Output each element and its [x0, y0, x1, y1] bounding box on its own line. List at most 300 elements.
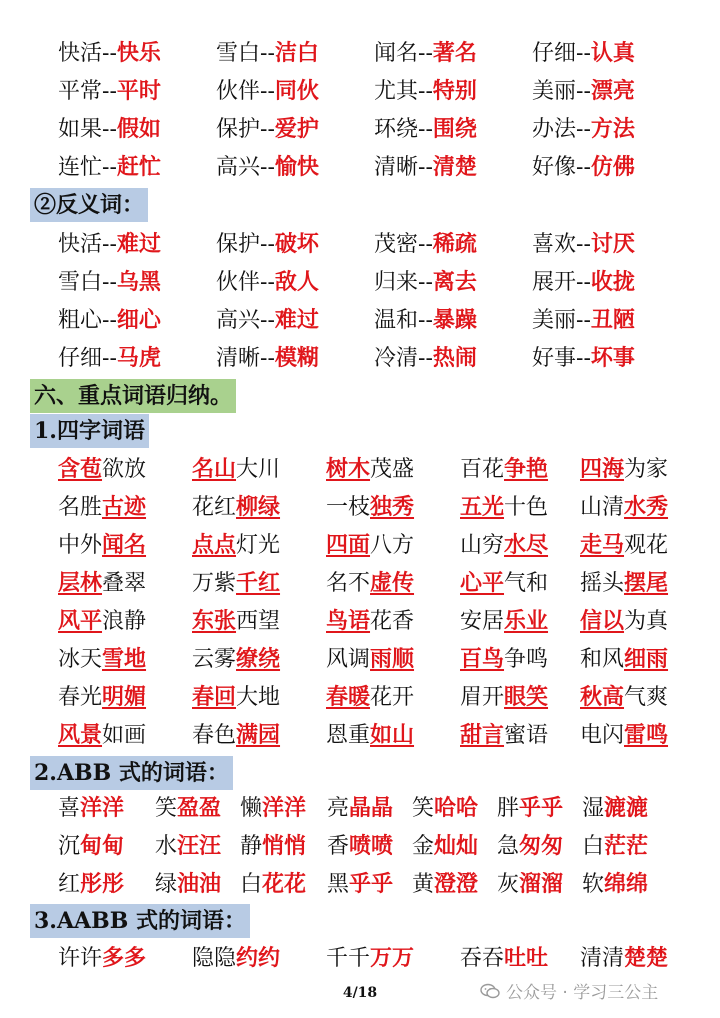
synonym-row	[0, 35, 720, 71]
word: 雪白	[58, 270, 103, 295]
abb-word	[155, 828, 221, 864]
answer-part: 汪汪	[177, 833, 222, 859]
given-part: 名胜	[58, 495, 103, 520]
word: 快活	[58, 232, 103, 257]
idiom	[192, 679, 280, 715]
abb-row	[0, 828, 720, 864]
wechat-icon	[480, 983, 500, 999]
answer-part: 百鸟	[460, 646, 505, 672]
answer-part: 风平	[58, 608, 103, 634]
given-part: 摇头	[580, 571, 625, 596]
word: 伙伴	[216, 270, 261, 295]
answer-part: 五光	[460, 494, 505, 520]
given-part: 大地	[236, 685, 281, 710]
answer-word: 乌黑	[116, 269, 161, 295]
answer-word: 方法	[590, 116, 635, 142]
given-part: 蜜语	[504, 723, 549, 748]
given-part: 百花	[460, 457, 505, 482]
abb-header: 2.ABB 式的词语：	[30, 756, 233, 790]
given-part: 沉	[58, 834, 81, 859]
given-part: 白	[240, 872, 263, 897]
idiom	[326, 489, 414, 525]
aabb-word	[460, 940, 548, 976]
answer-word: 离去	[432, 269, 477, 295]
given-part: 叠翠	[102, 571, 147, 596]
given-part: 恩重	[326, 723, 371, 748]
word: 温和	[374, 308, 419, 333]
idiom	[192, 565, 280, 601]
given-part: 春色	[192, 723, 237, 748]
abb-word	[327, 790, 393, 826]
abb-row	[0, 866, 720, 902]
given-part: 如画	[102, 723, 147, 748]
idiom	[192, 717, 280, 753]
idiom-row	[0, 527, 720, 563]
answer-word: 丑陋	[590, 307, 635, 333]
answer-part: 细雨	[624, 646, 669, 672]
antonyms-header: ②反义词：	[30, 188, 148, 222]
idiom	[460, 603, 548, 639]
word: 好事	[532, 346, 577, 371]
word-pair: 好像--仿佛	[532, 154, 635, 180]
abb-word	[412, 866, 478, 902]
word: 归来	[374, 270, 419, 295]
word-pair: 温和--暴躁	[374, 307, 477, 333]
answer-word: 清楚	[432, 154, 477, 180]
word: 保护	[216, 232, 261, 257]
word: 粗心	[58, 308, 103, 333]
idiom	[460, 489, 548, 525]
idiom	[580, 451, 668, 487]
idiom	[192, 527, 280, 563]
given-part: 和风	[580, 647, 625, 672]
given-part: 许许	[58, 946, 103, 971]
answer-part: 千红	[236, 570, 281, 596]
answer-word: 仿佛	[590, 154, 635, 180]
answer-part: 四面	[326, 532, 371, 558]
idiom	[326, 565, 414, 601]
word: 闻名	[374, 41, 419, 66]
abb-word	[582, 866, 648, 902]
answer-word: 难过	[116, 231, 161, 257]
answer-part: 树木	[326, 456, 371, 482]
idiom-row	[0, 603, 720, 639]
answer-part: 如山	[370, 722, 415, 748]
given-part: 春光	[58, 685, 103, 710]
idiom	[580, 489, 668, 525]
given-part: 湿	[582, 796, 605, 821]
word: 高兴	[216, 155, 261, 180]
word: 美丽	[532, 308, 577, 333]
answer-part: 层林	[58, 570, 103, 596]
idiom	[580, 641, 668, 677]
abb-word	[412, 828, 478, 864]
idiom	[326, 679, 414, 715]
word: 清晰	[216, 346, 261, 371]
given-part: 冰天	[58, 647, 103, 672]
idiom	[460, 641, 548, 677]
answer-word: 赶忙	[116, 154, 161, 180]
word: 美丽	[532, 79, 577, 104]
answer-part: 约约	[236, 945, 281, 971]
answer-part: 楚楚	[624, 945, 669, 971]
answer-word: 洁白	[274, 40, 319, 66]
given-part: 中外	[58, 533, 103, 558]
answer-word: 细心	[116, 307, 161, 333]
word: 伙伴	[216, 79, 261, 104]
word-pair: 保护--破坏	[216, 231, 319, 257]
answer-word: 快乐	[116, 40, 161, 66]
given-part: 为家	[624, 457, 669, 482]
idiom	[580, 565, 668, 601]
answer-word: 平时	[116, 78, 161, 104]
answer-word: 收拢	[590, 269, 635, 295]
idiom	[58, 679, 146, 715]
aabb-row	[0, 940, 720, 976]
answer-word: 认真	[590, 40, 635, 66]
answer-part: 悄悄	[262, 833, 307, 859]
word: 雪白	[216, 41, 261, 66]
answer-part: 眼笑	[504, 684, 549, 710]
answer-part: 乎乎	[349, 871, 394, 897]
idiom	[580, 603, 668, 639]
word-pair: 平常--平时	[58, 78, 161, 104]
word-pair: 保护--爱护	[216, 116, 319, 142]
given-part: 亮	[327, 796, 350, 821]
given-part: 隐隐	[192, 946, 237, 971]
aabb-header: 3.AABB 式的词语：	[30, 904, 250, 938]
word: 喜欢	[532, 232, 577, 257]
answer-part: 风景	[58, 722, 103, 748]
given-part: 气爽	[624, 685, 669, 710]
answer-word: 特别	[432, 78, 477, 104]
given-part: 气和	[504, 571, 549, 596]
given-part: 西望	[236, 609, 281, 634]
answer-part: 争艳	[504, 456, 549, 482]
abb-word	[327, 866, 393, 902]
answer-part: 四海	[580, 456, 625, 482]
given-part: 花开	[370, 685, 415, 710]
word-pair: 清晰--模糊	[216, 345, 319, 371]
idiom	[326, 717, 414, 753]
answer-part: 洋洋	[262, 795, 307, 821]
word: 尤其	[374, 79, 419, 104]
word: 办法	[532, 117, 577, 142]
answer-part: 晶晶	[349, 795, 394, 821]
answer-part: 油油	[177, 871, 222, 897]
word-pair: 办法--方法	[532, 116, 635, 142]
word-pair: 好事--坏事	[532, 345, 635, 371]
abb-word	[582, 828, 648, 864]
word-pair: 高兴--愉快	[216, 154, 319, 180]
given-part: 金	[412, 834, 435, 859]
answer-word: 同伙	[274, 78, 319, 104]
answer-part: 独秀	[370, 494, 415, 520]
abb-word	[240, 866, 306, 902]
answer-part: 名山	[192, 456, 237, 482]
answer-part: 彤彤	[80, 871, 125, 897]
answer-part: 多多	[102, 945, 147, 971]
answer-part: 信以	[580, 608, 625, 634]
answer-part: 鸟语	[326, 608, 371, 634]
idiom	[192, 451, 280, 487]
aabb-word	[192, 940, 280, 976]
given-part: 风调	[326, 647, 371, 672]
given-part: 为真	[624, 609, 669, 634]
aabb-word	[58, 940, 146, 976]
idiom	[58, 451, 146, 487]
answer-part: 满园	[236, 722, 281, 748]
idiom	[460, 565, 548, 601]
antonym-row	[0, 226, 720, 262]
word-pair: 仔细--认真	[532, 40, 635, 66]
given-part: 白	[582, 834, 605, 859]
idiom	[58, 565, 146, 601]
abb-word	[58, 828, 124, 864]
idiom	[460, 451, 548, 487]
abb-word	[58, 866, 124, 902]
idiom	[326, 641, 414, 677]
answer-part: 茫茫	[604, 833, 649, 859]
given-part: 急	[497, 834, 520, 859]
answer-word: 马虎	[116, 345, 161, 371]
answer-part: 明媚	[102, 684, 147, 710]
answer-part: 澄澄	[434, 871, 479, 897]
watermark	[480, 978, 658, 1003]
answer-part: 盈盈	[177, 795, 222, 821]
answer-part: 柳绿	[236, 494, 281, 520]
given-part: 水	[155, 834, 178, 859]
given-part: 红	[58, 872, 81, 897]
word-pair: 连忙--赶忙	[58, 154, 161, 180]
answer-word: 稀疏	[432, 231, 477, 257]
word-pair: 美丽--丑陋	[532, 307, 635, 333]
given-part: 懒	[240, 796, 263, 821]
aabb-word	[326, 940, 414, 976]
abb-word	[497, 790, 563, 826]
idiom	[58, 603, 146, 639]
given-part: 电闪	[580, 723, 625, 748]
word-pair: 冷清--热闹	[374, 345, 477, 371]
answer-part: 含苞	[58, 456, 103, 482]
word: 仔细	[58, 346, 103, 371]
answer-part: 雷鸣	[624, 722, 669, 748]
answer-part: 漉漉	[604, 795, 649, 821]
answer-part: 秋高	[580, 684, 625, 710]
section-6-header: 六、重点词语归纳。	[30, 379, 236, 413]
idiom	[192, 489, 280, 525]
answer-part: 水尽	[504, 532, 549, 558]
given-part: 黄	[412, 872, 435, 897]
word-pair: 归来--离去	[374, 269, 477, 295]
given-part: 灰	[497, 872, 520, 897]
answer-part: 绵绵	[604, 871, 649, 897]
word: 冷清	[374, 346, 419, 371]
abb-row	[0, 790, 720, 826]
word-pair: 雪白--乌黑	[58, 269, 161, 295]
given-part: 静	[240, 834, 263, 859]
given-part: 眉开	[460, 685, 505, 710]
answer-word: 爱护	[274, 116, 319, 142]
idiom	[326, 451, 414, 487]
word: 好像	[532, 155, 577, 180]
answer-part: 心平	[460, 570, 505, 596]
answer-part: 吐吐	[504, 945, 549, 971]
word: 清晰	[374, 155, 419, 180]
word: 高兴	[216, 308, 261, 333]
idiom	[580, 679, 668, 715]
answer-part: 水秀	[624, 494, 669, 520]
word-pair: 展开--收拢	[532, 269, 635, 295]
idiom	[192, 641, 280, 677]
answer-part: 走马	[580, 532, 625, 558]
answer-part: 闻名	[102, 532, 147, 558]
given-part: 名不	[326, 571, 371, 596]
answer-part: 东张	[192, 608, 237, 634]
answer-word: 著名	[432, 40, 477, 66]
aabb-word	[580, 940, 668, 976]
given-part: 吞吞	[460, 946, 505, 971]
word-pair: 伙伴--敌人	[216, 269, 319, 295]
four-char-header: 1.四字词语	[30, 414, 149, 448]
abb-word	[497, 828, 563, 864]
antonym-row	[0, 340, 720, 376]
answer-word: 愉快	[274, 154, 319, 180]
answer-part: 灿灿	[434, 833, 479, 859]
given-part: 欲放	[102, 457, 147, 482]
abb-word	[58, 790, 124, 826]
answer-word: 难过	[274, 307, 319, 333]
word-pair: 清晰--清楚	[374, 154, 477, 180]
given-part: 绿	[155, 872, 178, 897]
idiom-row	[0, 489, 720, 525]
word-pair: 喜欢--讨厌	[532, 231, 635, 257]
word-pair: 伙伴--同伙	[216, 78, 319, 104]
given-part: 香	[327, 834, 350, 859]
word-pair: 环绕--围绕	[374, 116, 477, 142]
word-pair: 高兴--难过	[216, 307, 319, 333]
answer-part: 古迹	[102, 494, 147, 520]
word: 如果	[58, 117, 103, 142]
idiom-row	[0, 451, 720, 487]
given-part: 争鸣	[504, 647, 549, 672]
word: 环绕	[374, 117, 419, 142]
abb-word	[240, 828, 306, 864]
given-part: 观花	[624, 533, 669, 558]
given-part: 大川	[236, 457, 281, 482]
answer-part: 春回	[192, 684, 237, 710]
answer-part: 匆匆	[519, 833, 564, 859]
answer-part: 哈哈	[434, 795, 479, 821]
word-pair: 茂密--稀疏	[374, 231, 477, 257]
idiom	[58, 527, 146, 563]
answer-part: 雪地	[102, 646, 147, 672]
given-part: 笑	[155, 796, 178, 821]
answer-word: 坏事	[590, 345, 635, 371]
word-pair: 如果--假如	[58, 116, 161, 142]
given-part: 山穷	[460, 533, 505, 558]
idiom-row	[0, 641, 720, 677]
answer-part: 万万	[370, 945, 415, 971]
idiom	[58, 717, 146, 753]
antonym-row	[0, 302, 720, 338]
answer-word: 暴躁	[432, 307, 477, 333]
given-part: 花红	[192, 495, 237, 520]
synonym-row	[0, 111, 720, 147]
abb-word	[327, 828, 393, 864]
idiom	[326, 527, 414, 563]
answer-part: 甸甸	[80, 833, 125, 859]
answer-word: 敌人	[274, 269, 319, 295]
watermark-text: 公众号 · 学习三公主	[506, 983, 659, 1003]
idiom	[580, 527, 668, 563]
word: 展开	[532, 270, 577, 295]
given-part: 云雾	[192, 647, 237, 672]
idiom-row	[0, 717, 720, 753]
answer-part: 乎乎	[519, 795, 564, 821]
answer-part: 缭绕	[236, 646, 281, 672]
word-pair: 雪白--洁白	[216, 40, 319, 66]
idiom	[460, 527, 548, 563]
idiom	[580, 717, 668, 753]
answer-part: 溜溜	[519, 871, 564, 897]
abb-word	[582, 790, 648, 826]
answer-word: 假如	[116, 116, 161, 142]
word-pair: 仔细--马虎	[58, 345, 161, 371]
word: 连忙	[58, 155, 103, 180]
abb-word	[497, 866, 563, 902]
given-part: 灯光	[236, 533, 281, 558]
answer-part: 虚传	[370, 570, 415, 596]
abb-word	[155, 790, 221, 826]
given-part: 喜	[58, 796, 81, 821]
answer-word: 漂亮	[590, 78, 635, 104]
answer-part: 乐业	[504, 608, 549, 634]
given-part: 十色	[504, 495, 549, 520]
antonym-row	[0, 264, 720, 300]
given-part: 软	[582, 872, 605, 897]
idiom	[326, 603, 414, 639]
given-part: 八方	[370, 533, 415, 558]
page-number: 4/18	[342, 985, 378, 1001]
answer-part: 点点	[192, 532, 237, 558]
abb-word	[155, 866, 221, 902]
word: 仔细	[532, 41, 577, 66]
idiom-row	[0, 679, 720, 715]
word-pair: 快活--快乐	[58, 40, 161, 66]
given-part: 一枝	[326, 495, 371, 520]
answer-part: 喷喷	[349, 833, 394, 859]
given-part: 胖	[497, 796, 520, 821]
answer-part: 甜言	[460, 722, 505, 748]
given-part: 黑	[327, 872, 350, 897]
answer-word: 讨厌	[590, 231, 635, 257]
given-part: 笑	[412, 796, 435, 821]
answer-part: 花花	[262, 871, 307, 897]
answer-word: 破坏	[274, 231, 319, 257]
word-pair: 闻名--著名	[374, 40, 477, 66]
abb-word	[412, 790, 478, 826]
word-pair: 美丽--漂亮	[532, 78, 635, 104]
given-part: 千千	[326, 946, 371, 971]
idiom-row	[0, 565, 720, 601]
given-part: 安居	[460, 609, 505, 634]
idiom	[58, 641, 146, 677]
synonym-row	[0, 73, 720, 109]
word-pair: 粗心--细心	[58, 307, 161, 333]
synonym-row	[0, 149, 720, 185]
given-part: 浪静	[102, 609, 147, 634]
